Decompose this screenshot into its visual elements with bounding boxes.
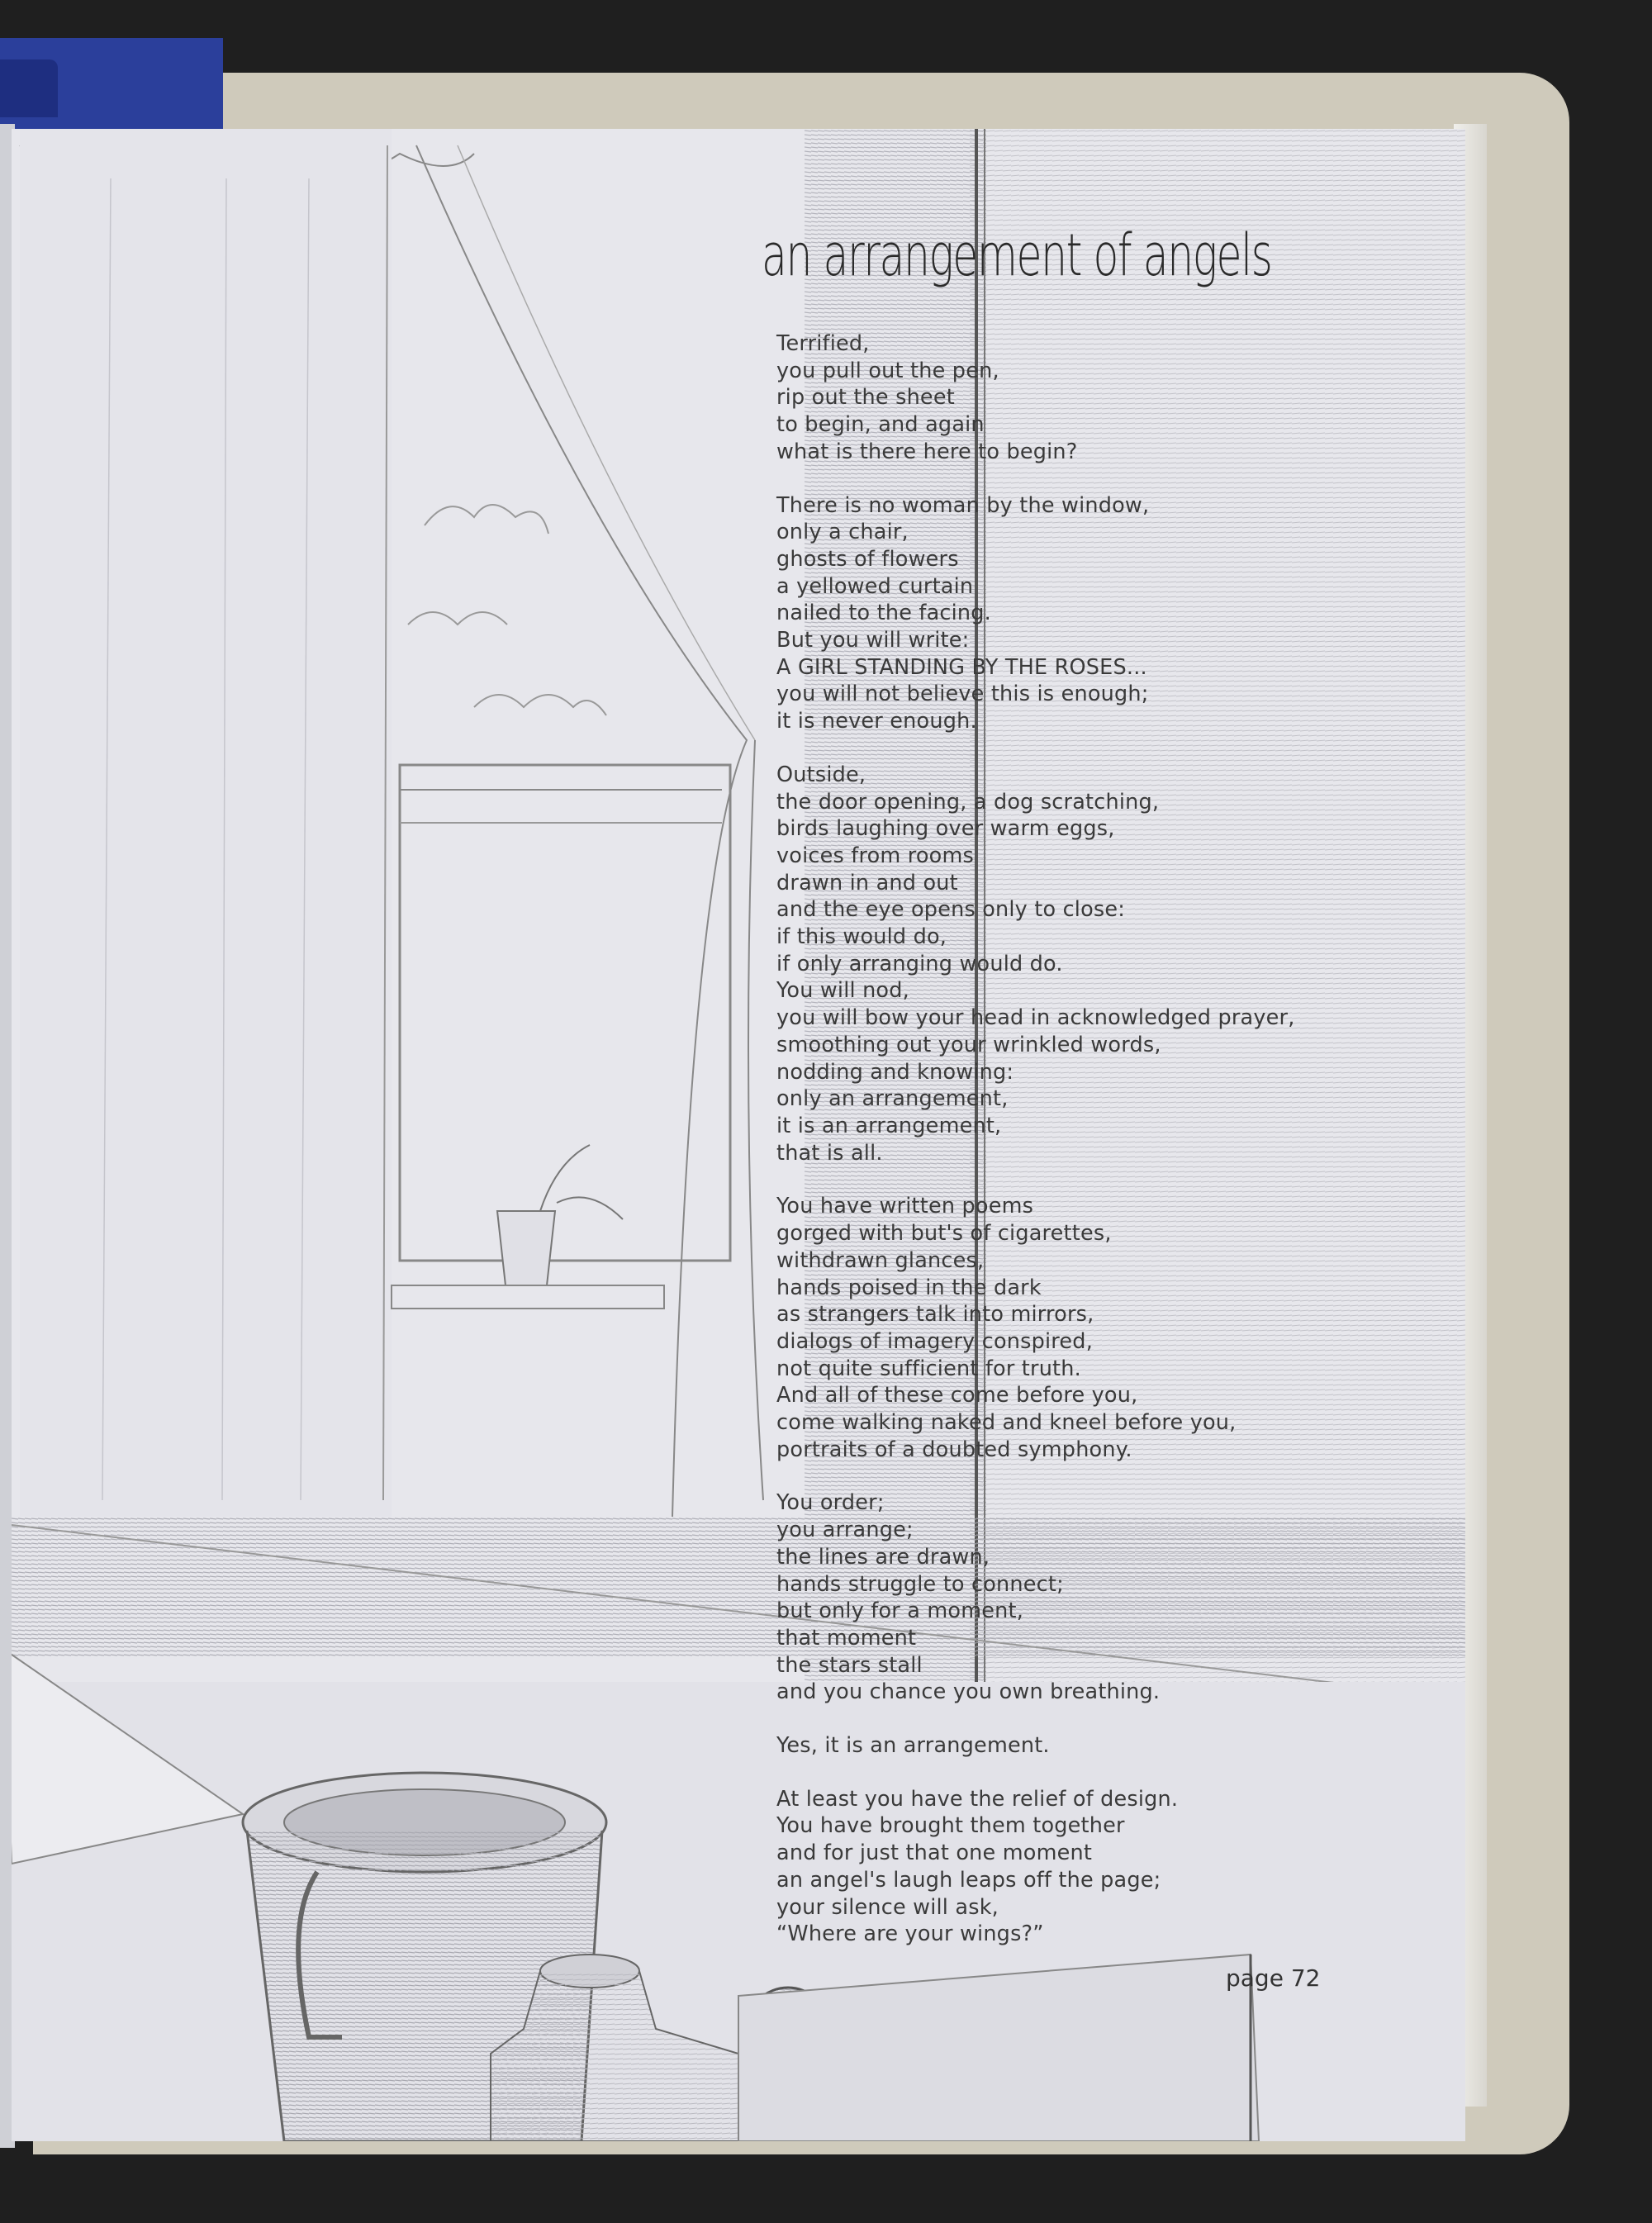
poem-stanza <box>776 1489 1295 1706</box>
poem-stanza <box>776 1786 1295 1948</box>
poem-line: you arrange; <box>776 1518 914 1543</box>
poem-line: Yes, it is an arrangement. <box>776 1733 1050 1759</box>
poem-line: You order; <box>776 1490 885 1516</box>
poem-stanza <box>776 762 1295 1167</box>
poem-line: You have brought them together <box>776 1813 1125 1839</box>
poem-stanza <box>776 1732 1295 1760</box>
poem-line: But you will write: <box>776 628 970 653</box>
poem-line: it is never enough. <box>776 709 977 734</box>
poem-line: nailed to the facing. <box>776 601 991 626</box>
poem-line: it is an arrangement, <box>776 1113 1002 1138</box>
poem-line: that moment <box>776 1625 917 1651</box>
poem-line: you will not believe this is enough; <box>776 682 1149 707</box>
page-number: page 72 <box>1226 1964 1321 1992</box>
poem-line: an angel's laugh leaps off the page; <box>776 1867 1161 1893</box>
poem-line: At least you have the relief of design. <box>776 1786 1179 1812</box>
poem-line: voices from rooms <box>776 843 974 868</box>
poem-line: withdrawn glances, <box>776 1247 985 1273</box>
poem-line: to begin, and again <box>776 412 985 438</box>
poem-line: only a chair, <box>776 520 909 545</box>
poem-line: and you chance you own breathing. <box>776 1679 1161 1705</box>
poem-line: You will nod, <box>776 978 909 1004</box>
poem-line: smoothing out your wrinkled words, <box>776 1032 1161 1057</box>
poem-line: hands struggle to connect; <box>776 1571 1064 1597</box>
poem-line: the lines are drawn, <box>776 1544 990 1570</box>
poem-line: hands poised in the dark <box>776 1275 1042 1300</box>
poem-line: dialogs of imagery conspired, <box>776 1328 1093 1354</box>
poem-line: You have written poems <box>776 1194 1034 1219</box>
poem-line: A GIRL STANDING BY THE ROSES... <box>776 654 1147 680</box>
poem-line: if only arranging would do. <box>776 951 1063 976</box>
poem-line: what is there here to begin? <box>776 439 1078 464</box>
poem-title: an arrangement of angels <box>762 221 1272 289</box>
poem-line: gorged with but's of cigarettes, <box>776 1221 1112 1247</box>
poem-line: Outside, <box>776 762 866 787</box>
poem-line: ghosts of flowers <box>776 546 959 572</box>
blue-cover-corner <box>0 59 58 117</box>
poem-line: drawn in and out <box>776 870 958 895</box>
poem-line: but only for a moment, <box>776 1598 1024 1624</box>
book-page <box>12 129 1465 2141</box>
poem-line: rip out the sheet <box>776 385 955 411</box>
poem-line: and for just that one moment <box>776 1841 1093 1866</box>
poem-stanza <box>776 330 1295 466</box>
poem-line: Terrified, <box>776 331 870 356</box>
poem-line: portraits of a doubted symphony. <box>776 1437 1132 1462</box>
poem-line: you pull out the pen, <box>776 358 999 383</box>
poem-line: you will bow your head in acknowledged prayer, <box>776 1005 1295 1031</box>
poem-line: only an arrangement, <box>776 1086 1009 1112</box>
poem-line: not quite sufficient for truth. <box>776 1356 1081 1381</box>
poem-line: birds laughing over warm eggs, <box>776 816 1115 842</box>
poem-line: that is all. <box>776 1140 883 1166</box>
poem-line: if this would do, <box>776 924 947 950</box>
poem-line: There is no woman by the window, <box>776 492 1150 518</box>
poem-stanza <box>776 1193 1295 1463</box>
poem-stanza <box>776 492 1295 735</box>
poem-line: come walking naked and kneel before you, <box>776 1410 1237 1436</box>
poem-line: “Where are your wings?” <box>776 1921 1044 1947</box>
poem-line: a yellowed curtain <box>776 573 974 599</box>
poem-line: the door opening, a dog scratching, <box>776 789 1160 815</box>
poem-line: the stars stall <box>776 1652 923 1678</box>
poem-line: your silence will ask, <box>776 1894 999 1920</box>
poem-line: nodding and knowing: <box>776 1059 1014 1085</box>
poem-body <box>776 330 1295 1974</box>
poem-line: and the eye opens only to close: <box>776 897 1126 923</box>
poem-line: as strangers talk into mirrors, <box>776 1302 1094 1328</box>
poem-line: And all of these come before you, <box>776 1383 1138 1408</box>
